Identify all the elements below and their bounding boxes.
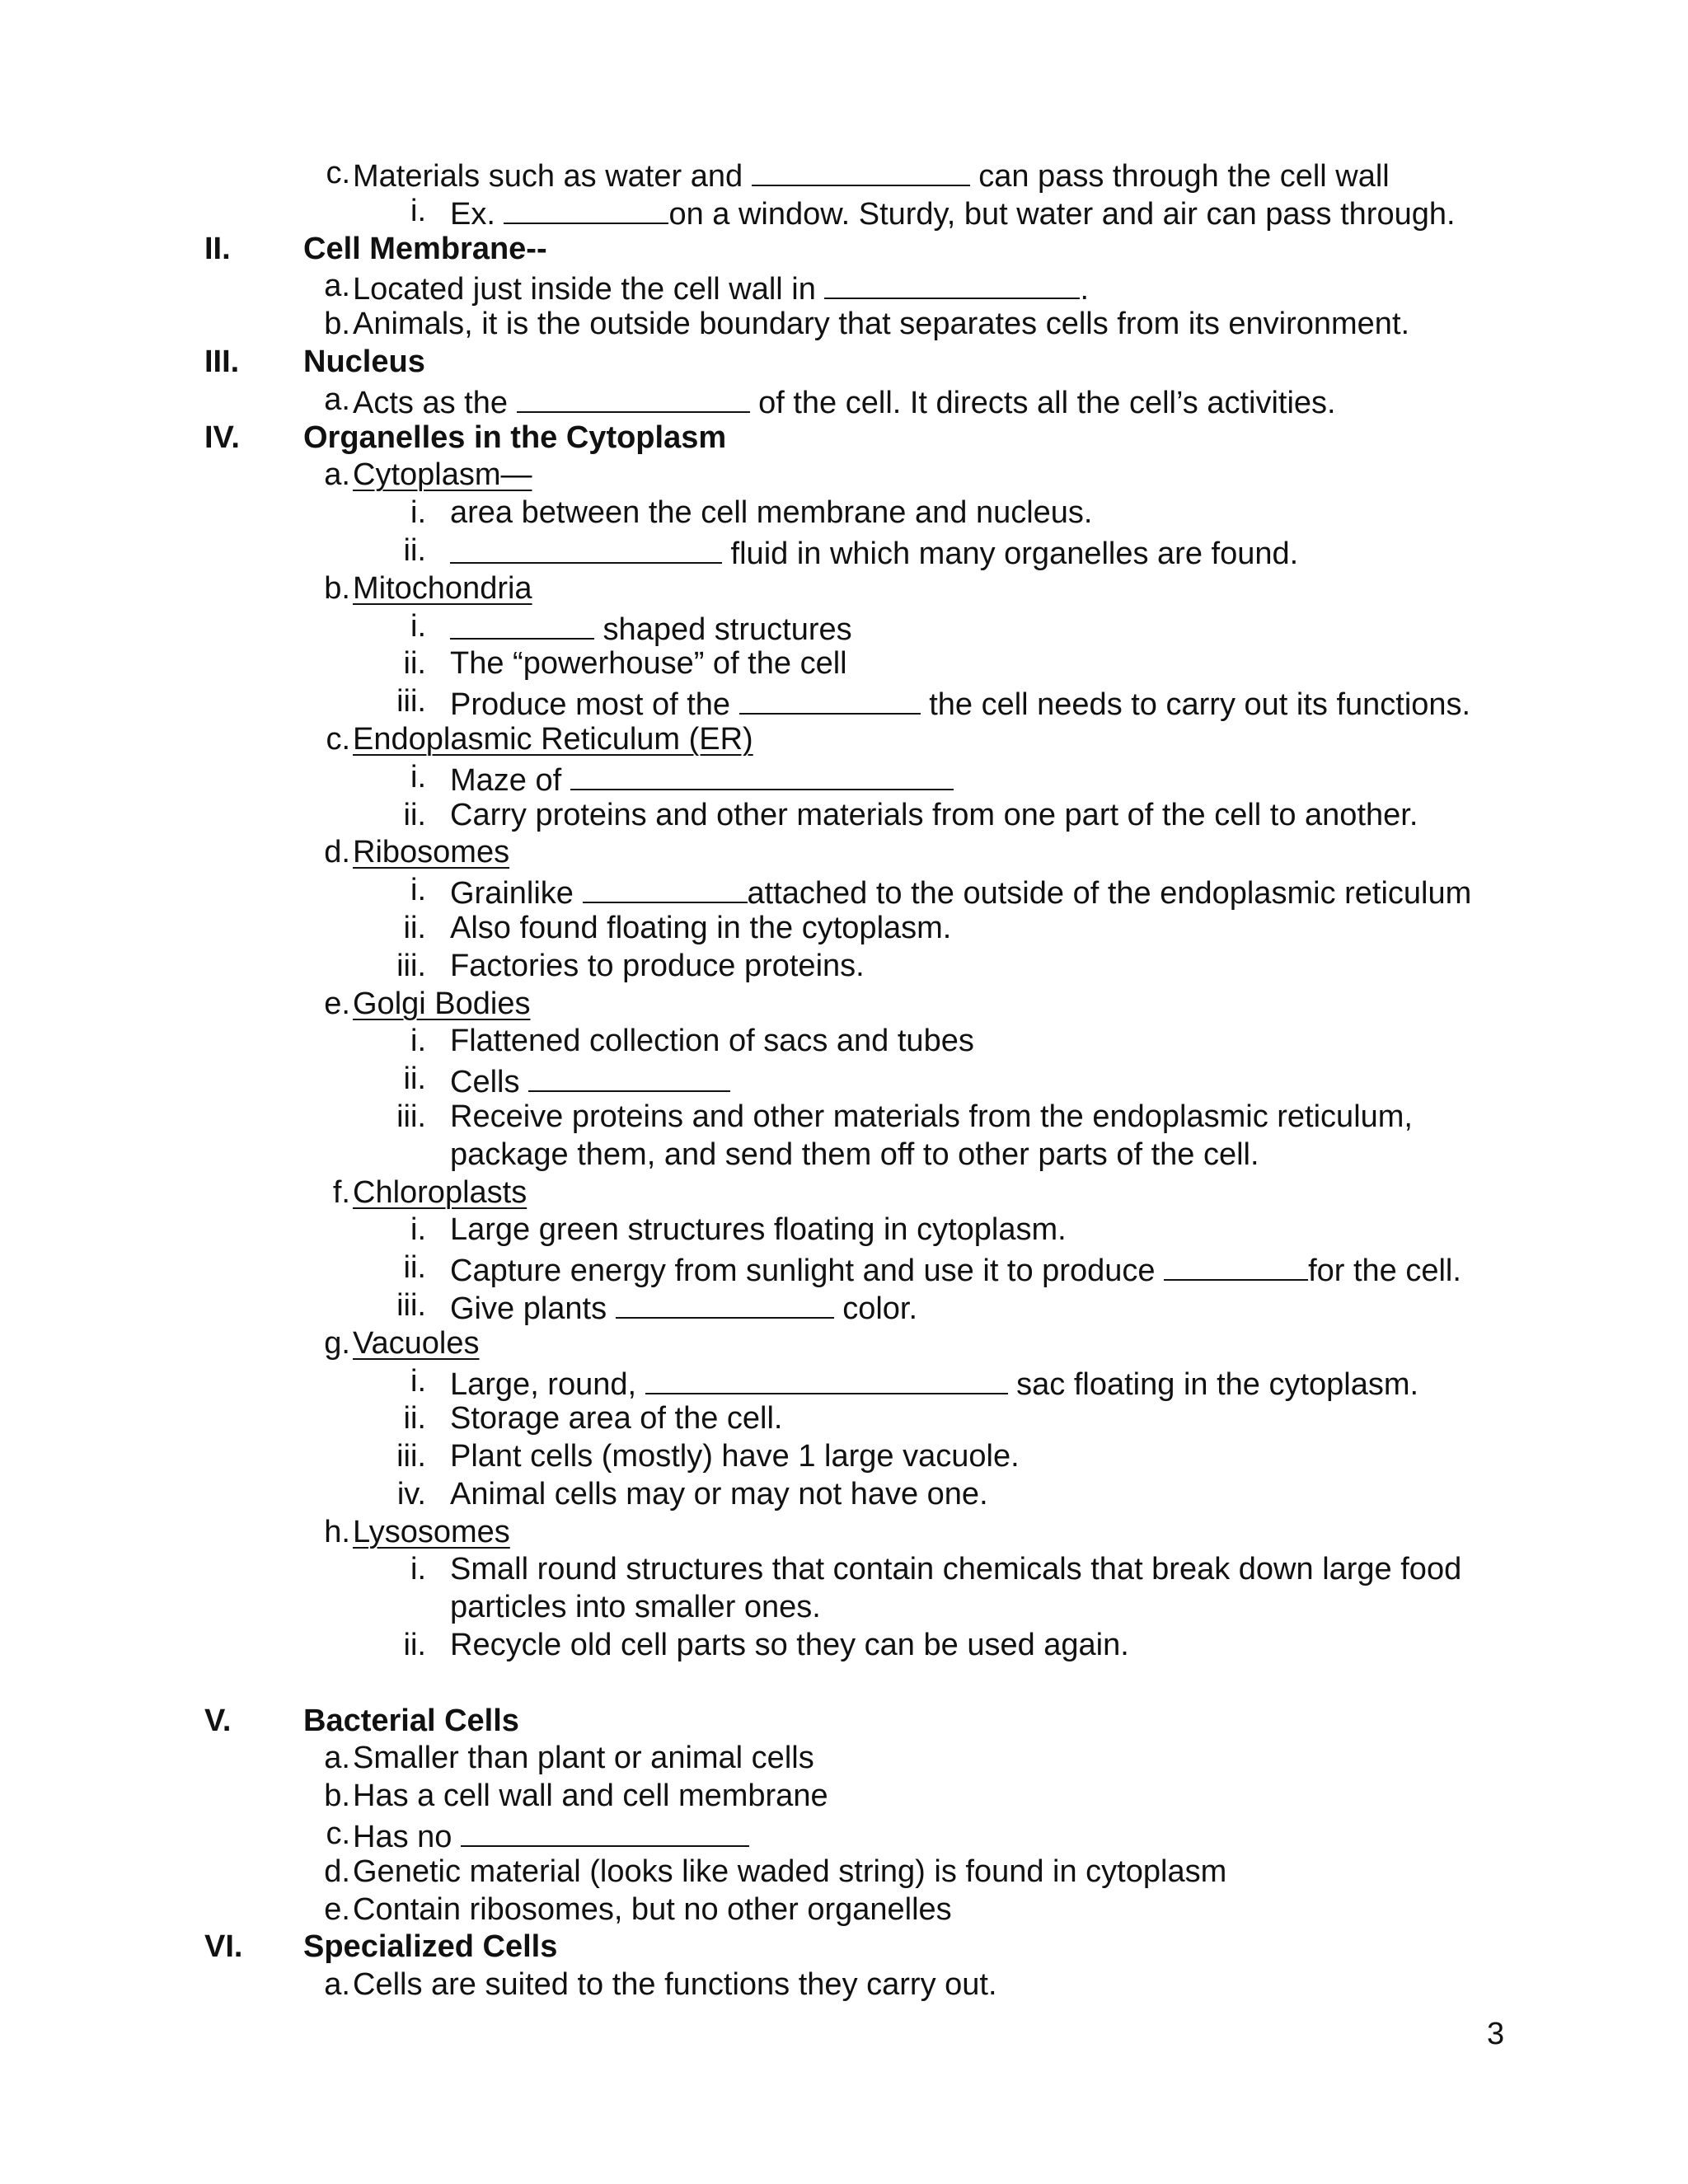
outline-item (0, 1514, 1688, 1552)
outline-subitem (0, 910, 1688, 948)
outline-subitem (0, 1249, 1688, 1287)
item-text (450, 1137, 1259, 1174)
list-marker: ii. (403, 797, 426, 832)
outline-item (0, 986, 1688, 1024)
fill-in-blank (645, 1363, 1008, 1394)
item-text (353, 1778, 828, 1816)
text-run: Produce most of the (450, 687, 739, 723)
list-marker: i. (410, 873, 426, 908)
text-run: package them, and send them off to other parts of the cell. (450, 1137, 1259, 1172)
text-run: The “powerhouse” of the cell (450, 646, 847, 682)
fill-in-blank (824, 268, 1080, 299)
list-marker: g. (324, 1325, 350, 1361)
fill-in-blank (616, 1287, 834, 1319)
item-text (303, 419, 726, 457)
item-text (353, 1740, 814, 1778)
outline-subitem (0, 683, 1688, 721)
outline-item (0, 1891, 1688, 1929)
text-run: fluid in which many organelles are found. (722, 536, 1299, 571)
text-run: Cell Membrane-- (303, 231, 547, 266)
text-run: Animal cells may or may not have one. (450, 1476, 988, 1511)
outline-item (0, 1778, 1688, 1816)
text-run: of the cell. It directs all the cell’s activities. (749, 385, 1336, 420)
item-text (450, 1400, 782, 1438)
list-marker: d. (324, 835, 350, 870)
fill-in-blank (517, 382, 750, 413)
topic-title: Endoplasmic Reticulum (ER) (353, 721, 753, 757)
text-run: Factories to produce proteins. (450, 948, 865, 983)
outline-item (0, 1966, 1688, 2004)
fill-in-blank (450, 608, 594, 640)
item-text (450, 1287, 917, 1329)
list-marker: ii. (403, 1062, 426, 1097)
outline-subitem (0, 532, 1688, 570)
page-number: 3 (1487, 2017, 1505, 2051)
list-marker: ii. (403, 1401, 426, 1436)
spacer (0, 1665, 1688, 1703)
item-text (353, 1966, 997, 2004)
outline-subitem (0, 1400, 1688, 1438)
text-run: particles into smaller ones. (450, 1590, 821, 1625)
text-run: Flattened collection of sacs and tubes (450, 1024, 974, 1059)
list-marker: b. (324, 1779, 350, 1814)
list-marker: iii. (396, 1439, 426, 1474)
item-text (353, 1891, 952, 1929)
outline-subitem (0, 1627, 1688, 1665)
list-marker: i. (410, 608, 426, 644)
outline-document (0, 155, 1688, 2004)
list-marker: a. (324, 1967, 350, 2003)
text-run: Carry proteins and other materials from one part of the cell to another. (450, 797, 1418, 832)
text-run: Maze of (450, 762, 570, 798)
outline-subitem (0, 1363, 1688, 1401)
outline-item (0, 268, 1688, 306)
list-marker: f. (332, 1174, 350, 1210)
item-text (353, 1514, 510, 1552)
topic-title: Lysosomes (353, 1514, 510, 1549)
section-heading (0, 1929, 1688, 1966)
outline-subitem (0, 1099, 1688, 1137)
outline-subitem (0, 872, 1688, 910)
item-text (450, 1551, 1461, 1589)
outline-item (0, 834, 1688, 872)
text-run: shaped structures (594, 612, 852, 647)
section-heading (0, 231, 1688, 269)
item-text (450, 494, 1092, 532)
section-heading (0, 419, 1688, 457)
item-text (450, 1099, 1413, 1137)
fill-in-blank (528, 1061, 730, 1092)
outline-subitem (0, 494, 1688, 532)
fill-in-blank (570, 759, 954, 790)
text-run: Acts as the (353, 385, 517, 420)
text-run: Animals, it is the outside boundary that separates cells from its environment. (353, 307, 1410, 342)
item-text (353, 1174, 527, 1212)
list-marker: IV. (204, 419, 240, 455)
text-run: for the cell. (1308, 1254, 1461, 1289)
text-run: sac floating in the cytoplasm. (1007, 1366, 1419, 1402)
list-marker: ii. (403, 1250, 426, 1286)
list-marker: e. (324, 986, 350, 1021)
list-marker: d. (324, 1854, 350, 1889)
text-run: Located just inside the cell wall in (353, 272, 825, 307)
list-marker: ii. (403, 646, 426, 682)
fill-in-blank (461, 1816, 749, 1847)
list-marker: i. (410, 759, 426, 794)
item-text (450, 1363, 1418, 1404)
list-marker: i. (410, 193, 426, 228)
topic-title: Chloroplasts (353, 1174, 528, 1210)
text-run: Receive proteins and other materials from the endoplasmic reticulum, (450, 1099, 1413, 1134)
list-marker: i. (410, 1212, 426, 1248)
list-marker: II. (204, 231, 231, 266)
item-text (353, 155, 1390, 196)
list-marker: e. (324, 1891, 350, 1927)
outline-subitem (0, 1061, 1688, 1099)
text-run: Storage area of the cell. (450, 1401, 783, 1436)
item-text (353, 986, 530, 1024)
list-marker: iv. (396, 1476, 426, 1511)
outline-item (0, 1740, 1688, 1778)
item-text (450, 797, 1418, 835)
list-marker: a. (324, 382, 350, 417)
outline-subitem (0, 608, 1688, 646)
item-text (353, 570, 532, 608)
fill-in-blank (739, 683, 921, 715)
list-marker: iii. (396, 1287, 426, 1323)
item-text (353, 1325, 480, 1363)
fill-in-blank (1164, 1249, 1308, 1281)
fill-in-blank (450, 532, 722, 564)
text-run: Cells are suited to the functions they carry out. (353, 1967, 997, 2003)
fill-in-blank (583, 872, 748, 903)
item-text (353, 306, 1409, 344)
text-run: Cells (450, 1065, 529, 1100)
text-run: Plant cells (mostly) have 1 large vacuole. (450, 1439, 1020, 1474)
text-run: Give plants (450, 1291, 616, 1326)
item-text (450, 759, 954, 800)
item-text (303, 344, 425, 382)
list-marker: b. (324, 307, 350, 342)
list-marker: a. (324, 269, 350, 304)
text-run: Bacterial Cells (303, 1703, 519, 1738)
text-run: Large green structures floating in cytoplasm. (450, 1212, 1067, 1248)
outline-item (0, 570, 1688, 608)
list-marker: V. (204, 1703, 232, 1738)
outline-item (0, 382, 1688, 419)
fill-in-blank (504, 193, 668, 224)
item-text (303, 1703, 519, 1741)
fill-in-blank (752, 155, 970, 186)
text-run: Has no (353, 1820, 461, 1855)
item-text (450, 1023, 974, 1061)
outline-subitem (0, 1023, 1688, 1061)
list-marker: c. (326, 721, 350, 757)
item-text (450, 532, 1298, 574)
topic-title: Vacuoles (353, 1325, 480, 1361)
item-text (353, 834, 509, 872)
text-run: Large, round, (450, 1366, 645, 1402)
outline-subitem (0, 1438, 1688, 1476)
item-text (353, 1854, 1226, 1891)
list-marker: a. (324, 1741, 350, 1776)
outline-subitem (0, 797, 1688, 835)
item-text (450, 1589, 821, 1627)
outline-subitem (0, 1137, 1688, 1174)
text-run: Genetic material (looks like waded string) is found in cytoplasm (353, 1854, 1227, 1889)
item-text (450, 645, 847, 683)
outline-item (0, 1174, 1688, 1212)
item-text (450, 608, 852, 649)
item-text (450, 1627, 1129, 1665)
item-text (450, 1249, 1461, 1291)
item-text (450, 910, 951, 948)
text-run: Recycle old cell parts so they can be used again. (450, 1628, 1129, 1663)
outline-item (0, 155, 1688, 193)
outline-subitem (0, 1589, 1688, 1627)
list-marker: iii. (396, 948, 426, 983)
outline-subitem (0, 1212, 1688, 1249)
list-marker: a. (324, 457, 350, 493)
item-text (303, 231, 547, 269)
item-text (353, 457, 532, 494)
outline-item (0, 306, 1688, 344)
outline-item (0, 721, 1688, 759)
list-marker: iii. (396, 684, 426, 719)
section-heading (0, 1703, 1688, 1741)
text-run: Nucleus (303, 344, 425, 379)
list-marker: h. (324, 1514, 350, 1549)
list-marker: III. (204, 344, 240, 379)
text-run: area between the cell membrane and nucleus. (450, 495, 1093, 531)
text-run: Contain ribosomes, but no other organelles (353, 1891, 952, 1927)
text-run: Grainlike (450, 876, 583, 912)
outline-subitem (0, 759, 1688, 797)
outline-subitem (0, 645, 1688, 683)
item-text (353, 721, 753, 759)
item-text (450, 1438, 1020, 1476)
text-run: Small round structures that contain chemicals that break down large food (450, 1552, 1462, 1587)
outline-subitem (0, 1287, 1688, 1325)
text-run: color. (833, 1291, 918, 1326)
topic-title: Mitochondria (353, 570, 532, 606)
item-text (450, 948, 865, 986)
outline-item (0, 1816, 1688, 1854)
item-text (450, 1476, 988, 1514)
text-run: Organelles in the Cytoplasm (303, 419, 727, 455)
outline-item (0, 1854, 1688, 1891)
item-text (353, 1816, 749, 1857)
item-text (450, 683, 1470, 724)
item-text (303, 1929, 557, 1966)
text-run: the cell needs to carry out its functions. (920, 687, 1471, 723)
item-text (450, 193, 1456, 234)
item-text (450, 1061, 730, 1102)
outline-item (0, 457, 1688, 494)
text-run: Capture energy from sunlight and use it to produce (450, 1254, 1165, 1289)
list-marker: ii. (403, 1628, 426, 1663)
outline-subitem (0, 1551, 1688, 1589)
list-marker: i. (410, 1552, 426, 1587)
outline-subitem (0, 948, 1688, 986)
list-marker: i. (410, 495, 426, 531)
text-run: Has a cell wall and cell membrane (353, 1779, 828, 1814)
outline-subitem (0, 1476, 1688, 1514)
topic-title: Ribosomes (353, 835, 510, 870)
item-text (450, 1212, 1067, 1249)
item-text (353, 268, 1089, 309)
text-run: Materials such as water and (353, 159, 752, 194)
list-marker: VI. (204, 1929, 243, 1965)
list-marker: ii. (403, 910, 426, 945)
text-run: can pass through the cell wall (969, 159, 1390, 194)
item-text (450, 872, 1471, 913)
list-marker: ii. (403, 532, 426, 568)
list-marker: c. (326, 1816, 350, 1852)
list-marker: b. (324, 570, 350, 606)
outline-subitem (0, 193, 1688, 231)
section-heading (0, 344, 1688, 382)
topic-title: Golgi Bodies (353, 986, 531, 1021)
list-marker: i. (410, 1363, 426, 1399)
list-marker: c. (326, 156, 350, 190)
item-text (353, 382, 1336, 423)
list-marker: i. (410, 1024, 426, 1059)
text-run: Also found floating in the cytoplasm. (450, 910, 952, 945)
text-run: on a window. Sturdy, but water and air can pass through. (668, 196, 1456, 232)
outline-item (0, 1325, 1688, 1363)
text-run: . (1080, 272, 1089, 307)
text-run: Ex. (450, 196, 504, 232)
text-run: Smaller than plant or animal cells (353, 1741, 814, 1776)
topic-title: Cytoplasm— (353, 457, 532, 493)
text-run: attached to the outside of the endoplasmic reticulum (747, 876, 1472, 912)
list-marker: iii. (396, 1099, 426, 1134)
text-run: Specialized Cells (303, 1929, 558, 1965)
